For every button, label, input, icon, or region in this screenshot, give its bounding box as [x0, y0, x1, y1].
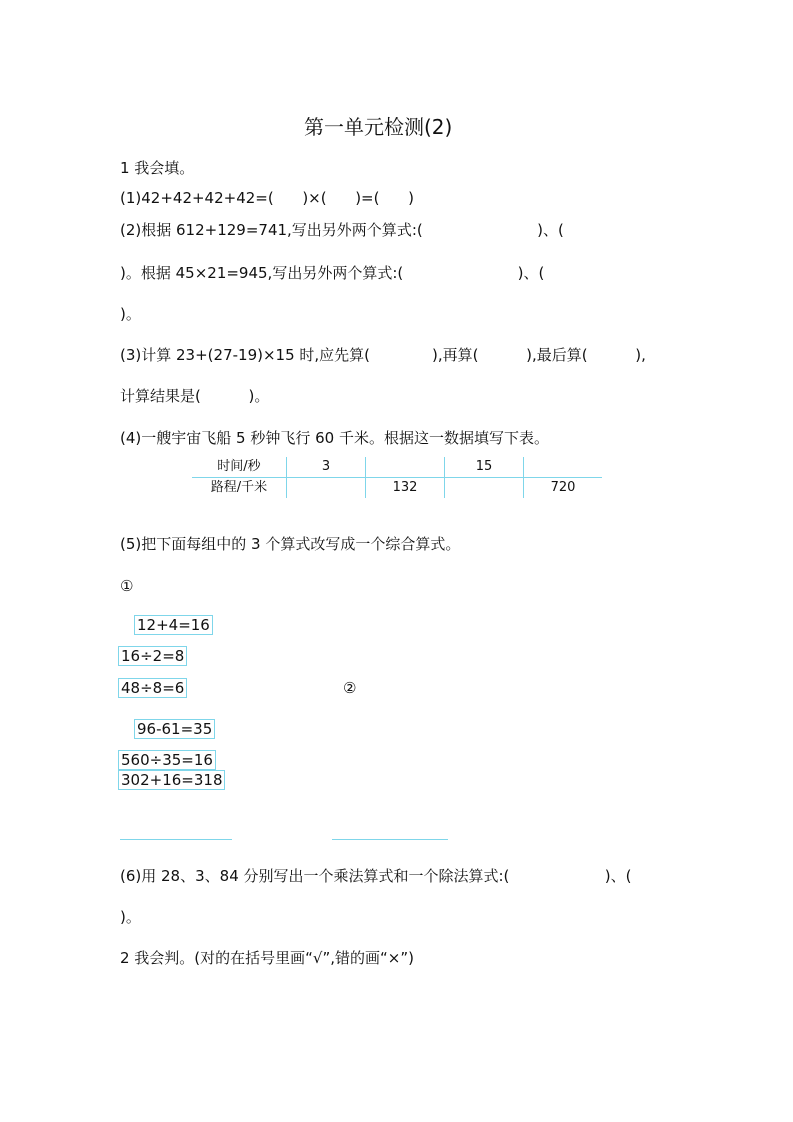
question-5: (5)把下面每组中的 3 个算式改写成一个综合算式。	[120, 535, 461, 553]
question-3-line-2: 计算结果是( )。	[120, 387, 270, 405]
section-1-heading: 1 我会填。	[120, 159, 195, 177]
group-1-equation: 12+4=16	[134, 615, 213, 635]
speed-table	[192, 457, 602, 498]
table-cell: 720	[524, 478, 603, 499]
question-1: (1)42+42+42+42=( )×( )=( )	[120, 189, 414, 207]
table-cell: 132	[366, 478, 445, 499]
table-cell: 3	[287, 457, 366, 478]
question-2-line-1: (2)根据 612+129=741,写出另外两个算式:( )、(	[120, 221, 564, 239]
question-2-line-3: )。	[120, 305, 141, 323]
table-row	[192, 457, 602, 478]
group-1-label: ①	[120, 577, 134, 595]
group-1-equation: 48÷8=6	[118, 678, 187, 698]
question-3-line-1: (3)计算 23+(27-19)×15 时,应先算( ),再算( ),最后算( ),	[120, 346, 646, 364]
table-row	[192, 478, 602, 499]
group-2-equation: 302+16=318	[118, 770, 225, 790]
section-2-heading: 2 我会判。(对的在括号里画“√”,错的画“×”)	[120, 949, 414, 967]
question-2-line-2: )。根据 45×21=945,写出另外两个算式:( )、(	[120, 264, 545, 282]
table-cell	[287, 478, 366, 499]
group-2-equation: 560÷35=16	[118, 750, 216, 770]
answer-line-1	[120, 839, 232, 840]
group-1-equation: 16÷2=8	[118, 646, 187, 666]
answer-line-2	[332, 839, 448, 840]
table-cell	[366, 457, 445, 478]
table-cell: 时间/秒	[192, 457, 287, 478]
table-cell	[445, 478, 524, 499]
table-cell	[524, 457, 603, 478]
question-6-line-1: (6)用 28、3、84 分别写出一个乘法算式和一个除法算式:( )、(	[120, 867, 632, 885]
group-2-equation: 96-61=35	[134, 719, 215, 739]
table-cell: 15	[445, 457, 524, 478]
question-6-line-2: )。	[120, 908, 141, 926]
table-cell: 路程/千米	[210, 480, 268, 495]
group-2-label: ②	[343, 679, 357, 697]
page-title: 第一单元检测(2)	[304, 115, 453, 139]
question-4: (4)一艘宇宙飞船 5 秒钟飞行 60 千米。根据这一数据填写下表。	[120, 429, 549, 447]
